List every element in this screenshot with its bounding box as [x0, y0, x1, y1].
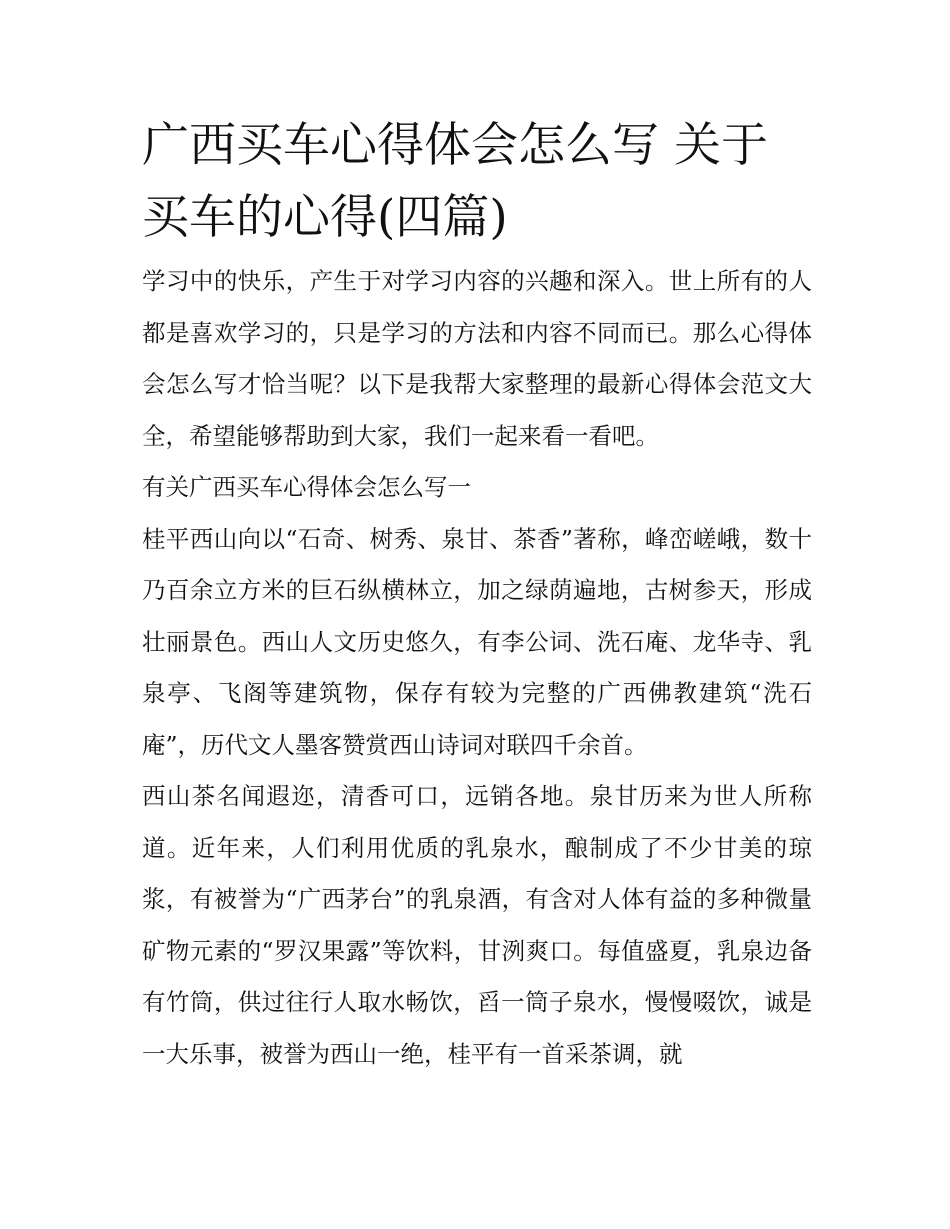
section-heading: 有关广西买车心得体会怎么写一	[142, 473, 471, 501]
document-page	[142, 110, 812, 1080]
document-title: 广西买车心得体会怎么写 关于买车的心得(四篇)	[142, 118, 768, 245]
body-paragraph: 西山茶名闻遐迩，清香可口，远销各地。泉甘历来为世人所称道。近年来，人们利用优质的乳泉水，酿制成了不少甘美的琼浆，有被誉为“广西茅台”的乳泉酒，有含对人体有益的多种微量矿物元素的“罗汉果露”等饮料，甘洌爽口。每值盛夏，乳泉边备有竹筒，供过往行人取水畅饮，舀一筒子泉水，慢慢啜饮，诚是一大乐事，被誉为西山一绝，桂平有一首采茶调，就	[142, 782, 812, 1068]
body-paragraph: 桂平西山向以“石奇、树秀、泉甘、茶香”著称，峰峦嵯峨，数十乃百余立方米的巨石纵横林立，加之绿荫遍地，古树参天，形成壮丽景色。西山人文历史悠久，有李公词、洗石庵、龙华寺、乳泉亭、飞阁等建筑物，保存有较为完整的广西佛教建筑“洗石庵”，历代文人墨客赞赏西山诗词对联四千余首。	[142, 524, 812, 759]
intro-paragraph: 学习中的快乐，产生于对学习内容的兴趣和深入。世上所有的人都是喜欢学习的，只是学习的方法和内容不同而已。那么心得体会怎么写才恰当呢？以下是我帮大家整理的最新心得体会范文大全，希望能够帮助到大家，我们一起来看一看吧。	[142, 267, 812, 450]
